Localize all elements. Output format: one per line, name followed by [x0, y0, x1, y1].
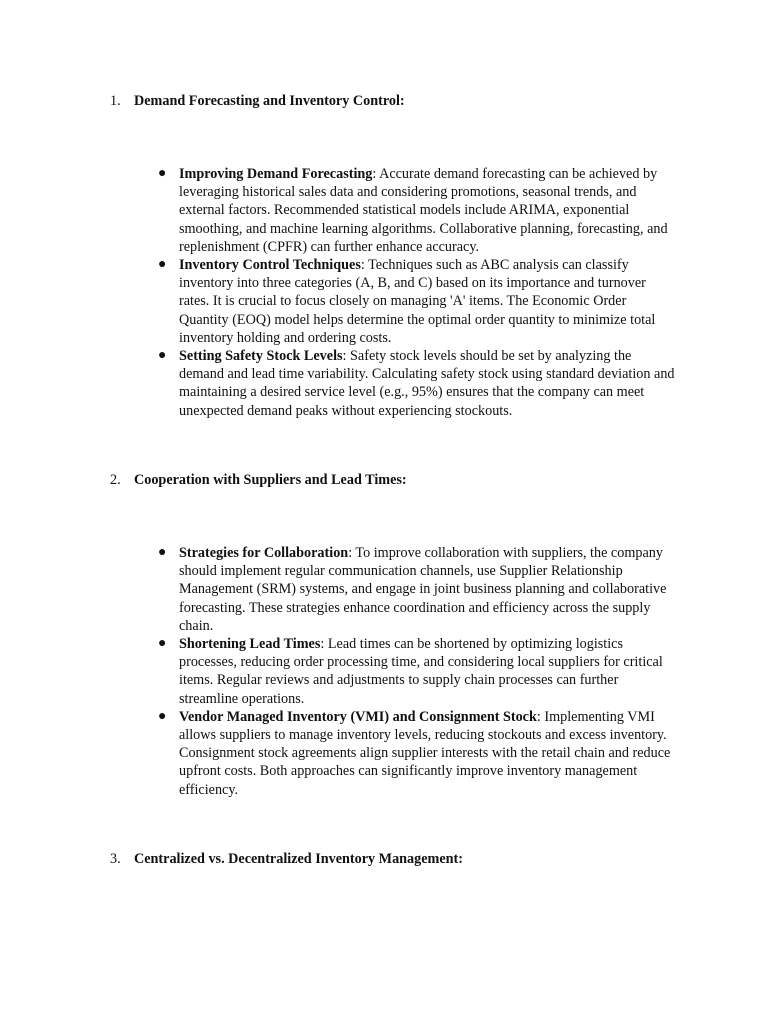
item-text: : Accurate demand forecasting can be achieved by leveraging historical sales data and considering promotions, seasonal trends, and external factors. Recommended statistical models include ARIMA, exponential smoothing, and machine learning algorithms. Collaborative planning, forecasting, and replenishment (CPFR) can further enhance accuracy.	[179, 166, 668, 255]
section-title: Demand Forecasting and Inventory Control:	[134, 93, 405, 109]
item-text: : Lead times can be shortened by optimizing logistics processes, reducing order processing time, and considering local suppliers for critical items. Regular reviews and adjustments to supply chain processes can further streamline operations.	[179, 636, 663, 707]
bullet-icon: ●	[158, 545, 167, 560]
list-item	[156, 544, 678, 635]
bullet-icon: ●	[158, 636, 167, 652]
section-title: Cooperation with Suppliers and Lead Times:	[134, 472, 407, 488]
item-term: Setting Safety Stock Levels	[179, 348, 343, 365]
item-term: Improving Demand Forecasting	[179, 166, 373, 182]
bullet-icon: ●	[158, 166, 167, 181]
item-text: : Safety stock levels should be set by analyzing the demand and lead time variability. Calculating safety stock using standard deviation and maintaining a desired service level (e.g., 95%) ensures that the company can meet unexpected demand peaks without experiencing stockouts.	[179, 348, 675, 419]
list-item	[156, 347, 678, 420]
section-heading-1	[110, 92, 710, 110]
item-text: : Techniques such as ABC analysis can classify inventory into three categories (A, B, and C) based on its importance and turnover rates. It is crucial to focus closely on managing 'A' items. The Economic Order Quantity (EOQ) model helps determine the optimal order quantity to minimize total inventory holding and ordering costs.	[179, 257, 656, 346]
section-number: 1.	[110, 93, 121, 109]
item-term: Inventory Control Techniques	[179, 257, 361, 274]
section-2-bullet-list	[156, 544, 678, 799]
item-term: Strategies for Collaboration	[179, 545, 349, 561]
item-text: : Implementing VMI allows suppliers to manage inventory levels, reducing stockouts and excess inventory. Consignment stock agreements align supplier interests with the retail chain and reduce upfront costs. Both approaches can significantly improve inventory management efficiency.	[179, 708, 671, 798]
item-term: Shortening Lead Times	[179, 636, 321, 653]
list-item	[156, 165, 678, 256]
section-title: Centralized vs. Decentralized Inventory Management:	[134, 851, 463, 867]
bullet-icon: ●	[158, 257, 167, 273]
section-heading-2	[110, 471, 710, 489]
section-1-bullet-list	[156, 165, 678, 420]
item-term: Vendor Managed Inventory (VMI) and Consignment Stock	[179, 708, 537, 725]
section-number: 2.	[110, 472, 121, 488]
bullet-icon: ●	[158, 708, 167, 724]
section-number: 3.	[110, 851, 121, 867]
bullet-icon: ●	[158, 348, 167, 364]
section-heading-3	[110, 850, 710, 868]
list-item	[156, 256, 678, 347]
list-item	[156, 635, 678, 708]
list-item	[156, 708, 678, 799]
item-text: : To improve collaboration with suppliers, the company should implement regular communication channels, use Supplier Relationship Management (SRM) systems, and engage in joint business planning and collaborative forecasting. These strategies enhance coordination and efficiency across the supply chain.	[179, 545, 667, 634]
